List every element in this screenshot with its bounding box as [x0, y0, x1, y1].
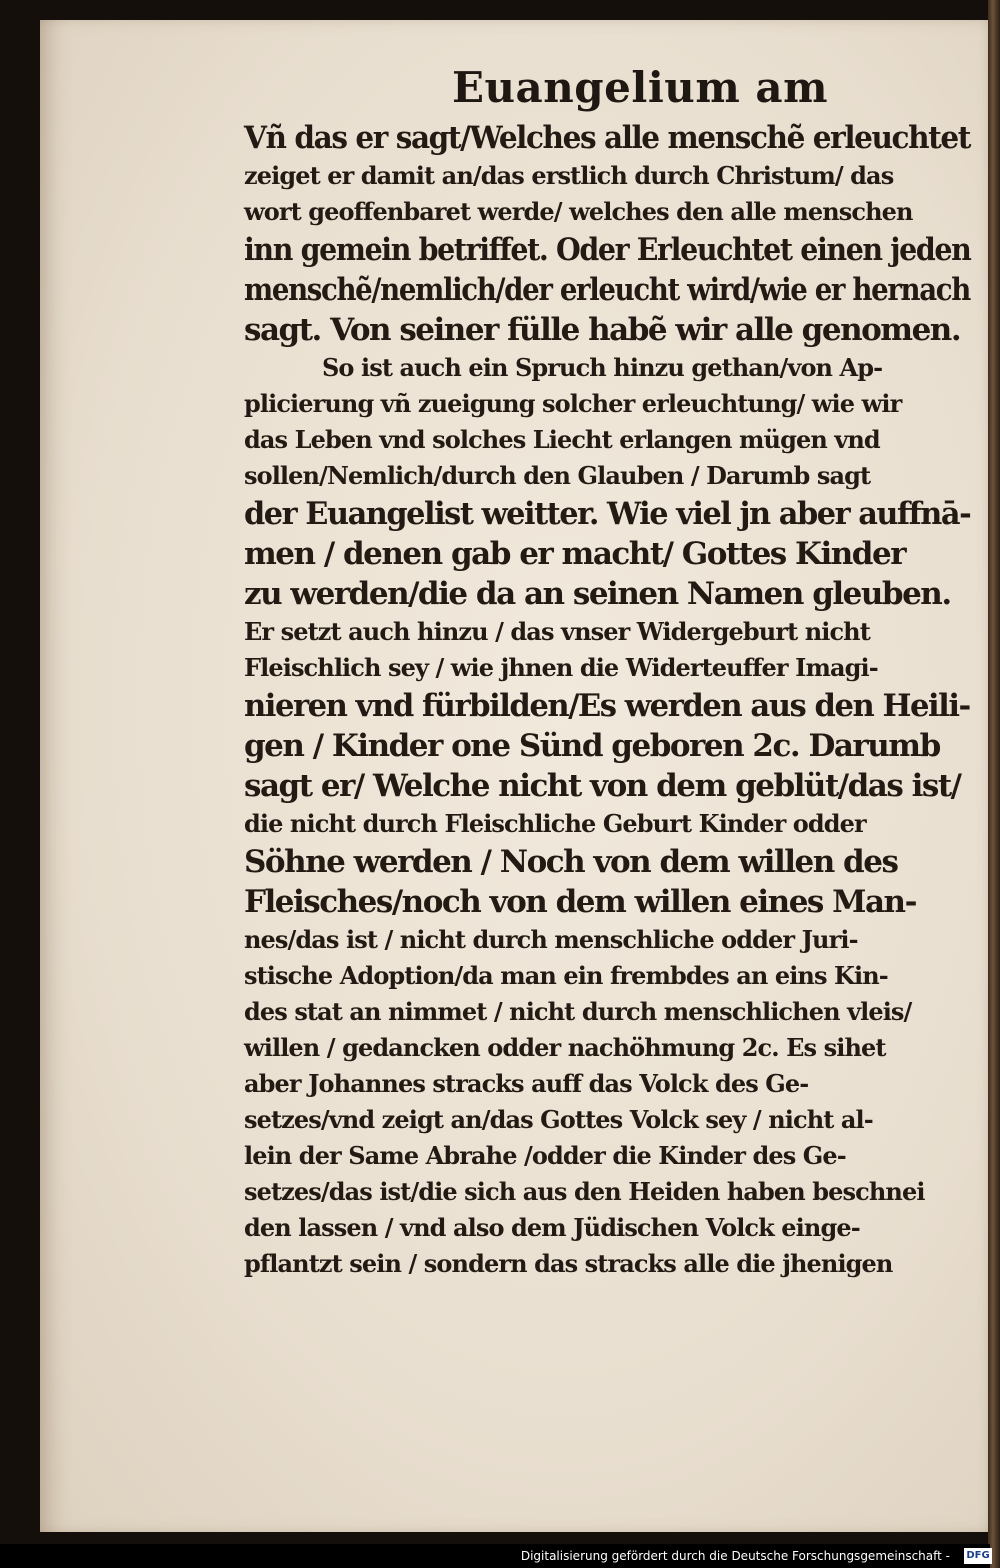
text-line: plicierung vñ zueigung solcher erleuchtung/ wie wir [244, 389, 902, 418]
text-line: zeiget er damit an/das erstlich durch Christum/ das [244, 161, 894, 190]
text-line: menschẽ/nemlich/der erleucht wird/wie er hernach [244, 272, 971, 308]
text-line: Söhne werden / Noch von dem willen des [244, 844, 898, 880]
text-line: Vñ das er sagt/Welches alle menschẽ erleuchtet [244, 120, 970, 156]
book-spine [988, 0, 1000, 1568]
page-body [244, 118, 970, 1282]
text-line: Er setzt auch hinzu / das vnser Widergeburt nicht [244, 617, 870, 646]
text-line: wort geoffenbaret werde/ welches den alle menschen [244, 197, 913, 226]
text-line: gen / Kinder one Sünd geboren 2c. Darumb [244, 728, 940, 764]
page-header: Euangelium am [452, 63, 829, 112]
dfg-logo: DFG [964, 1548, 992, 1564]
text-line: men / denen gab er macht/ Gottes Kinder [244, 536, 906, 572]
text-line: Fleisches/noch von dem willen eines Man‑ [244, 884, 916, 920]
text-line: setzes/das ist/die sich aus den Heiden haben beschnei [244, 1177, 925, 1206]
digitization-credit: Digitalisierung gefördert durch die Deutsche Forschungsgemeinschaft - [0, 1544, 990, 1568]
text-line: der Euangelist weitter. Wie viel jn aber auffnā‑ [244, 496, 971, 532]
text-line: lein der Same Abrahe /odder die Kinder des Ge‑ [244, 1141, 846, 1170]
text-line: pflantzt sein / sondern das stracks alle die jhenigen [244, 1249, 893, 1278]
text-line: des stat an nimmet / nicht durch menschlichen vleis/ [244, 997, 912, 1026]
text-line: stische Adoption/da man ein frembdes an eins Kin‑ [244, 961, 888, 990]
text-line: inn gemein betriffet. Oder Erleuchtet einen jeden [244, 232, 971, 268]
text-line: nieren vnd fürbilden/Es werden aus den Heili‑ [244, 688, 970, 724]
text-line: zu werden/die da an seinen Namen gleuben. [244, 576, 951, 612]
text-line: den lassen / vnd also dem Jüdischen Volck einge‑ [244, 1213, 860, 1242]
text-line: willen / gedancken odder nachöhmung 2c. Es sihet [244, 1033, 886, 1062]
text-line: sollen/Nemlich/durch den Glauben / Darumb sagt [244, 461, 871, 490]
text-line: Fleischlich sey / wie jhnen die Widerteuffer Imagi‑ [244, 653, 878, 682]
text-line: nes/das ist / nicht durch menschliche odder Juri‑ [244, 925, 858, 954]
text-line: So ist auch ein Spruch hinzu gethan/von Ap‑ [322, 353, 883, 382]
text-line: setzes/vnd zeigt an/das Gottes Volck sey / nicht al‑ [244, 1105, 873, 1134]
text-line: sagt. Von seiner fülle habẽ wir alle genomen. [244, 312, 961, 348]
text-line: sagt er/ Welche nicht von dem geblüt/das ist/ [244, 768, 961, 804]
text-line: aber Johannes stracks auff das Volck des Ge‑ [244, 1069, 809, 1098]
text-line: die nicht durch Fleischliche Geburt Kinder odder [244, 809, 866, 838]
text-line: das Leben vnd solches Liecht erlangen mügen vnd [244, 425, 880, 454]
